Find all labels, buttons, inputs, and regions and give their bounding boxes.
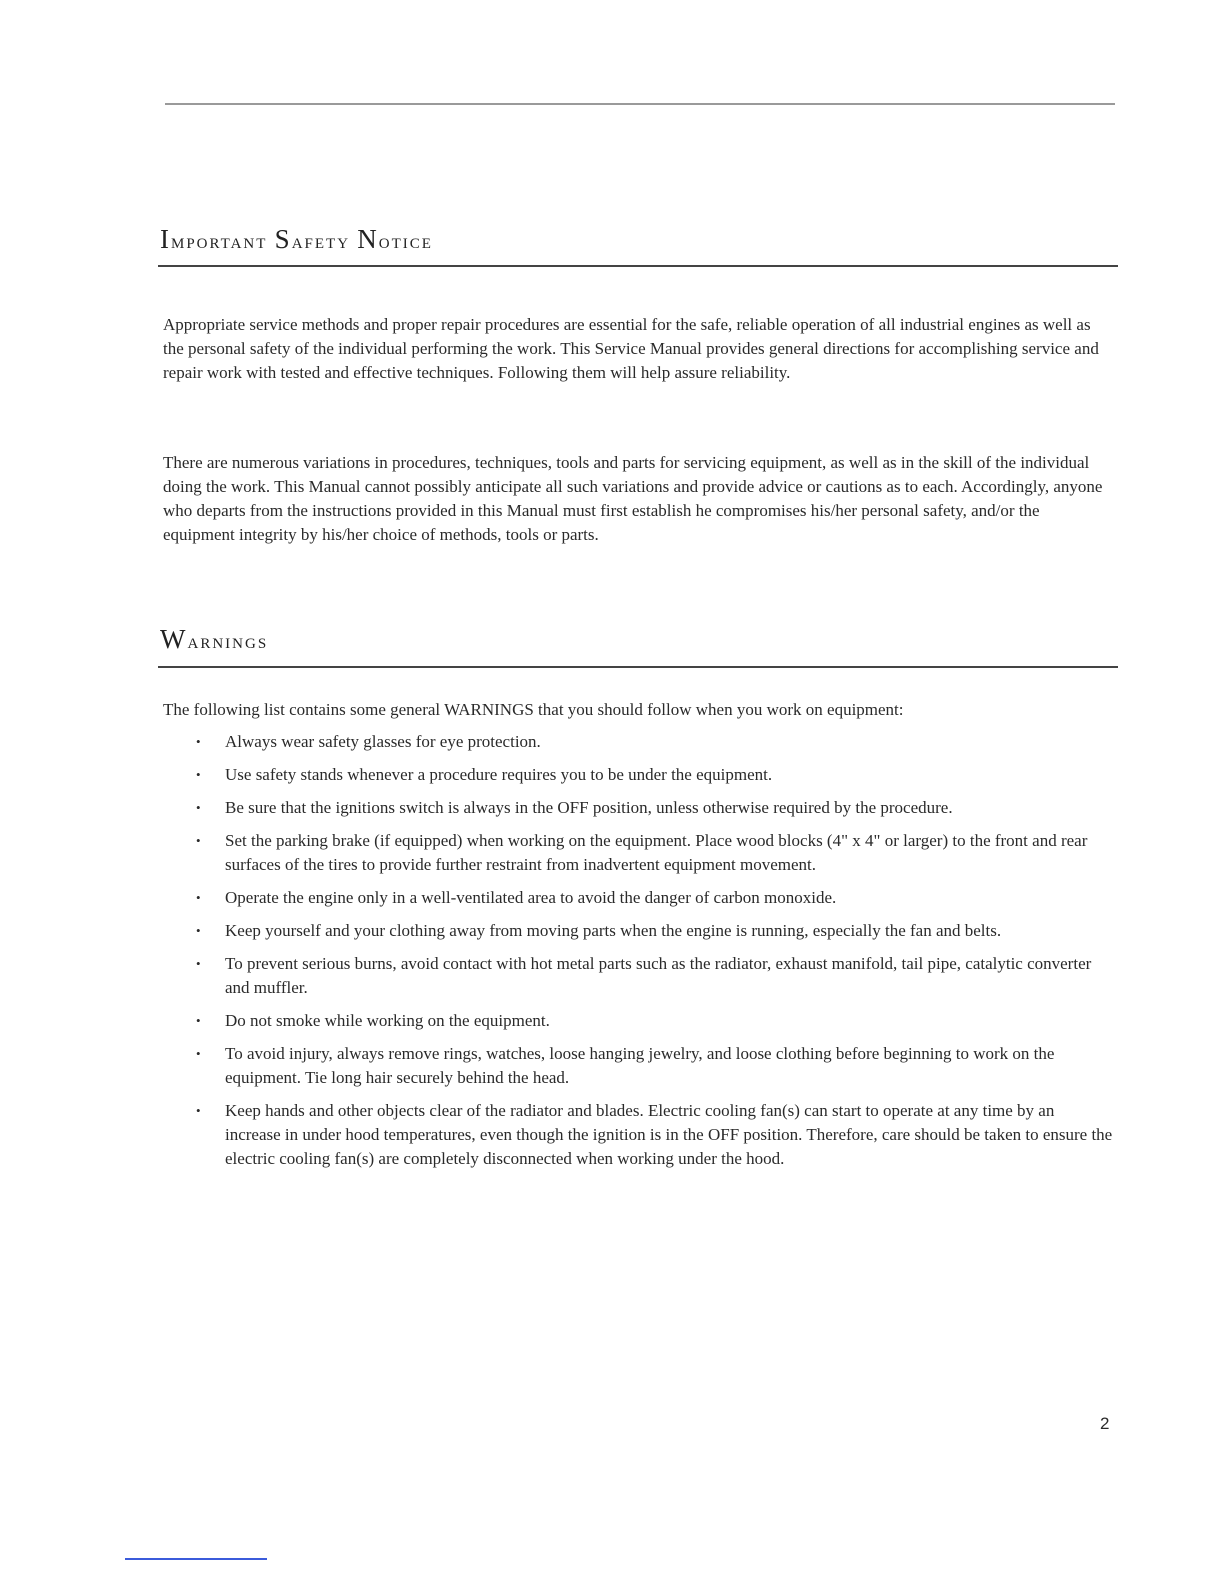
page-number: 2	[1100, 1414, 1110, 1433]
bullet-icon: •	[196, 890, 201, 905]
bullet-icon: •	[196, 1046, 201, 1061]
bullet-icon: •	[196, 800, 201, 815]
warnings-heading-rule	[158, 666, 1118, 668]
warning-item: • Always wear safety glasses for eye protection.	[163, 730, 1113, 754]
bullet-icon: •	[196, 1103, 201, 1118]
bullet-icon: •	[196, 734, 201, 749]
warning-item: • Keep yourself and your clothing away from moving parts when the engine is running, especially the fan and belts.	[163, 919, 1113, 943]
important-safety-notice-heading: Important Safety Notice	[160, 224, 433, 254]
warnings-intro: The following list contains some general WARNINGS that you should follow when you work on equipment:	[163, 700, 904, 719]
bullet-icon: •	[196, 956, 201, 971]
warning-item: • Set the parking brake (if equipped) when working on the equipment. Place wood blocks (4" x 4" or larger) to the front and rear surfaces of the tires to provide further restraint from inadvertent equipment movement.	[196, 831, 1088, 874]
bullet-icon: •	[196, 767, 201, 782]
bullet-icon: •	[196, 833, 201, 848]
warnings-list	[163, 730, 1113, 1180]
notice-paragraph-2: There are numerous variations in procedures, techniques, tools and parts for servicing equipment, as well as in the skill of the individual doing the work. This Manual cannot possibly anticipate all such variations and provide advice or cautions as to each. Accordingly, anyone who departs from the instructions provided in this Manual must first establish he compromises his/her personal safety, and/or the equipment integrity by his/her choice of methods, tools or parts.	[163, 453, 1103, 544]
warning-item: • Do not smoke while working on the equipment.	[163, 1009, 1113, 1033]
notice-heading-rule	[158, 265, 1118, 267]
warning-item: • Keep hands and other objects clear of the radiator and blades. Electric cooling fan(s) can start to operate at any time by an increase in under hood temperatures, even though the ignition is in the OFF position. Therefore, care should be taken to ensure the electric cooling fan(s) are completely disconnected when working under the hood.	[196, 1101, 1113, 1168]
notice-paragraph-1: Appropriate service methods and proper repair procedures are essential for the safe, reliable operation of all industrial engines as well as the personal safety of the individual performing the work. This Service Manual provides general directions for accomplishing service and repair work with tested and effective techniques. Following them will help assure reliability.	[163, 315, 1099, 382]
warning-item: • Be sure that the ignitions switch is always in the OFF position, unless otherwise required by the procedure.	[163, 796, 1113, 820]
warning-item: • Use safety stands whenever a procedure requires you to be under the equipment.	[163, 763, 1113, 787]
warning-item: • To avoid injury, always remove rings, watches, loose hanging jewelry, and loose clothing before beginning to work on the equipment. Tie long hair securely behind the head.	[196, 1044, 1055, 1087]
bullet-icon: •	[196, 923, 201, 938]
warning-item: • Operate the engine only in a well-ventilated area to avoid the danger of carbon monoxide.	[163, 886, 1113, 910]
warnings-heading: Warnings	[160, 624, 269, 654]
warning-item: • To prevent serious burns, avoid contact with hot metal parts such as the radiator, exhaust manifold, tail pipe, catalytic converter and muffler.	[196, 954, 1092, 997]
bottom-link-underline	[125, 1558, 267, 1560]
header-rule	[165, 103, 1115, 105]
bullet-icon: •	[196, 1013, 201, 1028]
